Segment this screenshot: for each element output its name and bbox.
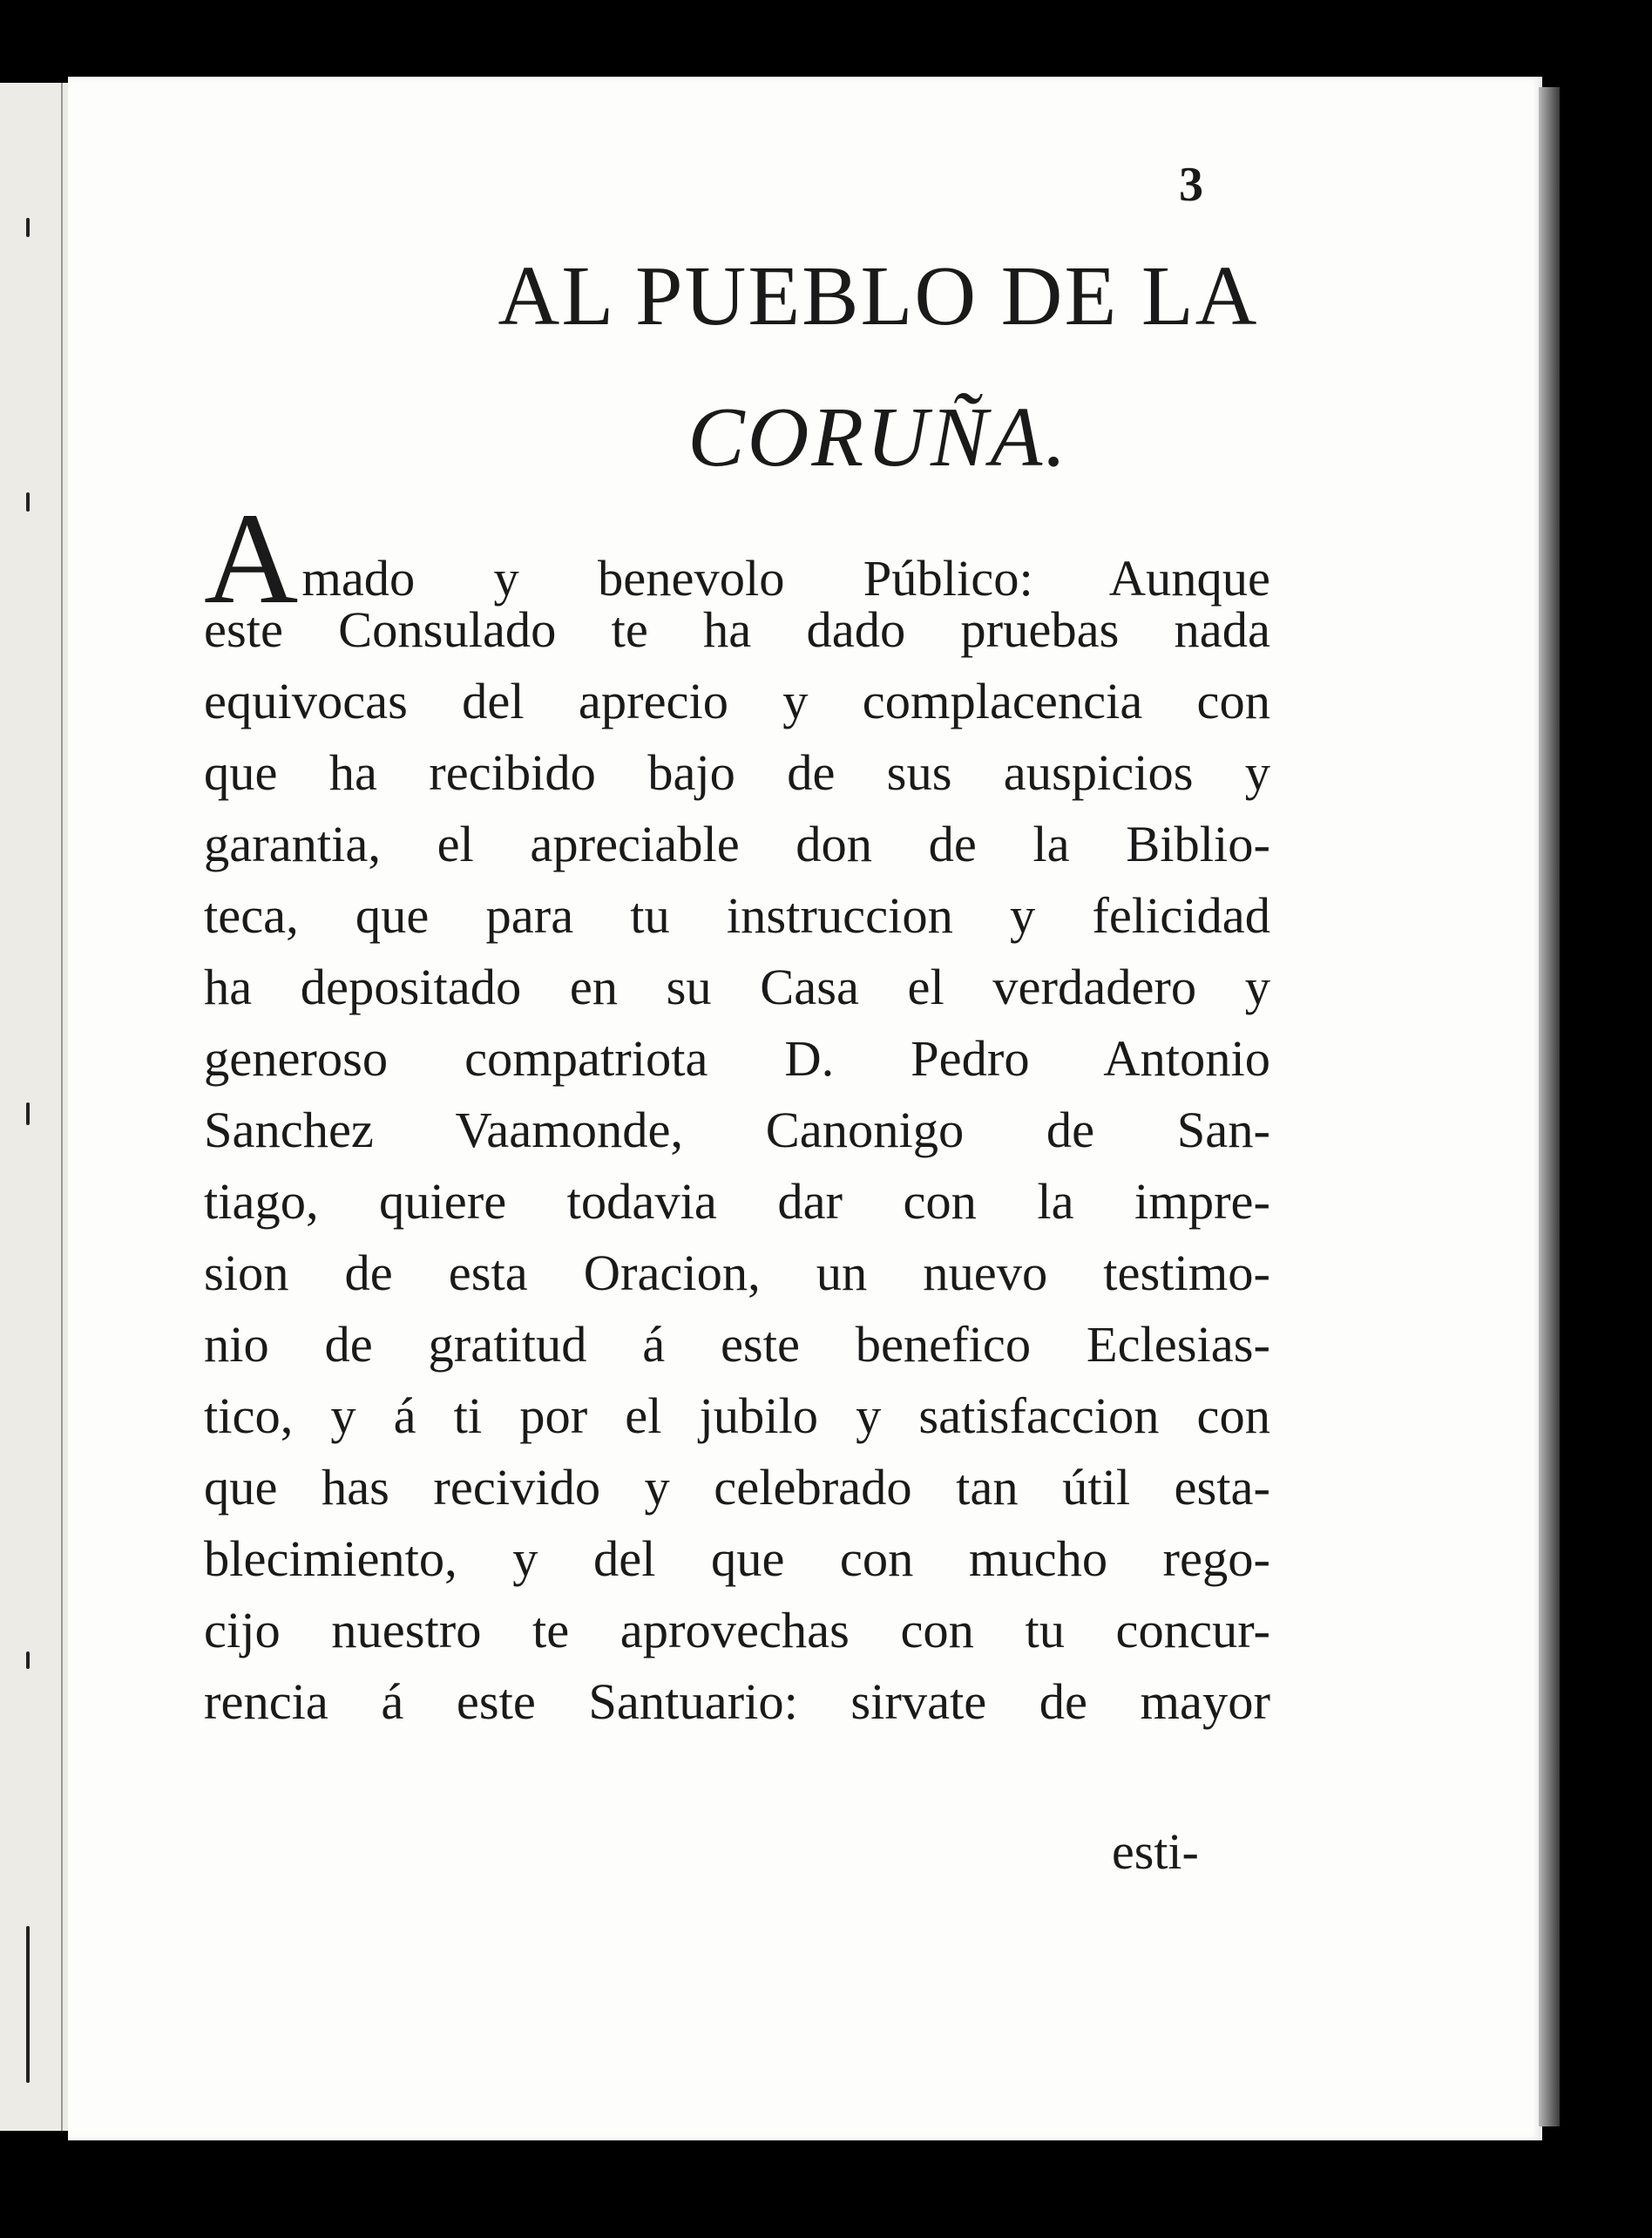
drop-cap: A (204, 486, 299, 631)
page-number: 3 (1179, 158, 1203, 212)
page-title-line-2: CORUÑA. (687, 390, 1069, 485)
body-line: este Consulado te ha dado pruebas nada (204, 601, 1270, 658)
margin-mark (26, 1102, 30, 1125)
page-title-line-1: AL PUEBLO DE LA (498, 249, 1259, 343)
body-line: que has recivido y celebrado tan útil esta- (204, 1459, 1270, 1516)
body-line: que ha recibido bajo de sus auspicios y (204, 744, 1270, 801)
body-line: equivocas del aprecio y complacencia con (204, 673, 1270, 729)
margin-mark (26, 1651, 30, 1669)
body-line: tico, y á ti por el jubilo y satisfaccion con (204, 1387, 1270, 1444)
margin-mark (26, 218, 30, 237)
margin-mark (26, 492, 30, 512)
body-line: Sanchez Vaamonde, Canonigo de San- (204, 1102, 1270, 1158)
body-line: nio de gratitud á este benefico Eclesias- (204, 1316, 1270, 1373)
body-line: teca, que para tu instruccion y felicidad (204, 887, 1270, 944)
catchword: esti- (1112, 1823, 1199, 1880)
body-line-text: mado y benevolo Público: Aunque (301, 550, 1270, 607)
body-paragraph (204, 486, 1270, 1738)
body-line: ha depositado en su Casa el verdadero y (204, 959, 1270, 1015)
body-line: garantia, el apreciable don de la Biblio- (204, 816, 1270, 872)
body-line: blecimiento, y del que con mucho rego- (204, 1530, 1270, 1587)
body-line: cijo nuestro te aprovechas con tu concur- (204, 1602, 1270, 1658)
body-line: rencia á este Santuario: sirvate de mayor (204, 1673, 1270, 1730)
body-line: tiago, quiere todavia dar con la impre- (204, 1173, 1270, 1230)
body-line: sion de esta Oracion, un nuevo testimo- (204, 1244, 1270, 1301)
margin-mark (26, 1926, 30, 2083)
body-line: generoso compatriota D. Pedro Antonio (204, 1030, 1270, 1087)
